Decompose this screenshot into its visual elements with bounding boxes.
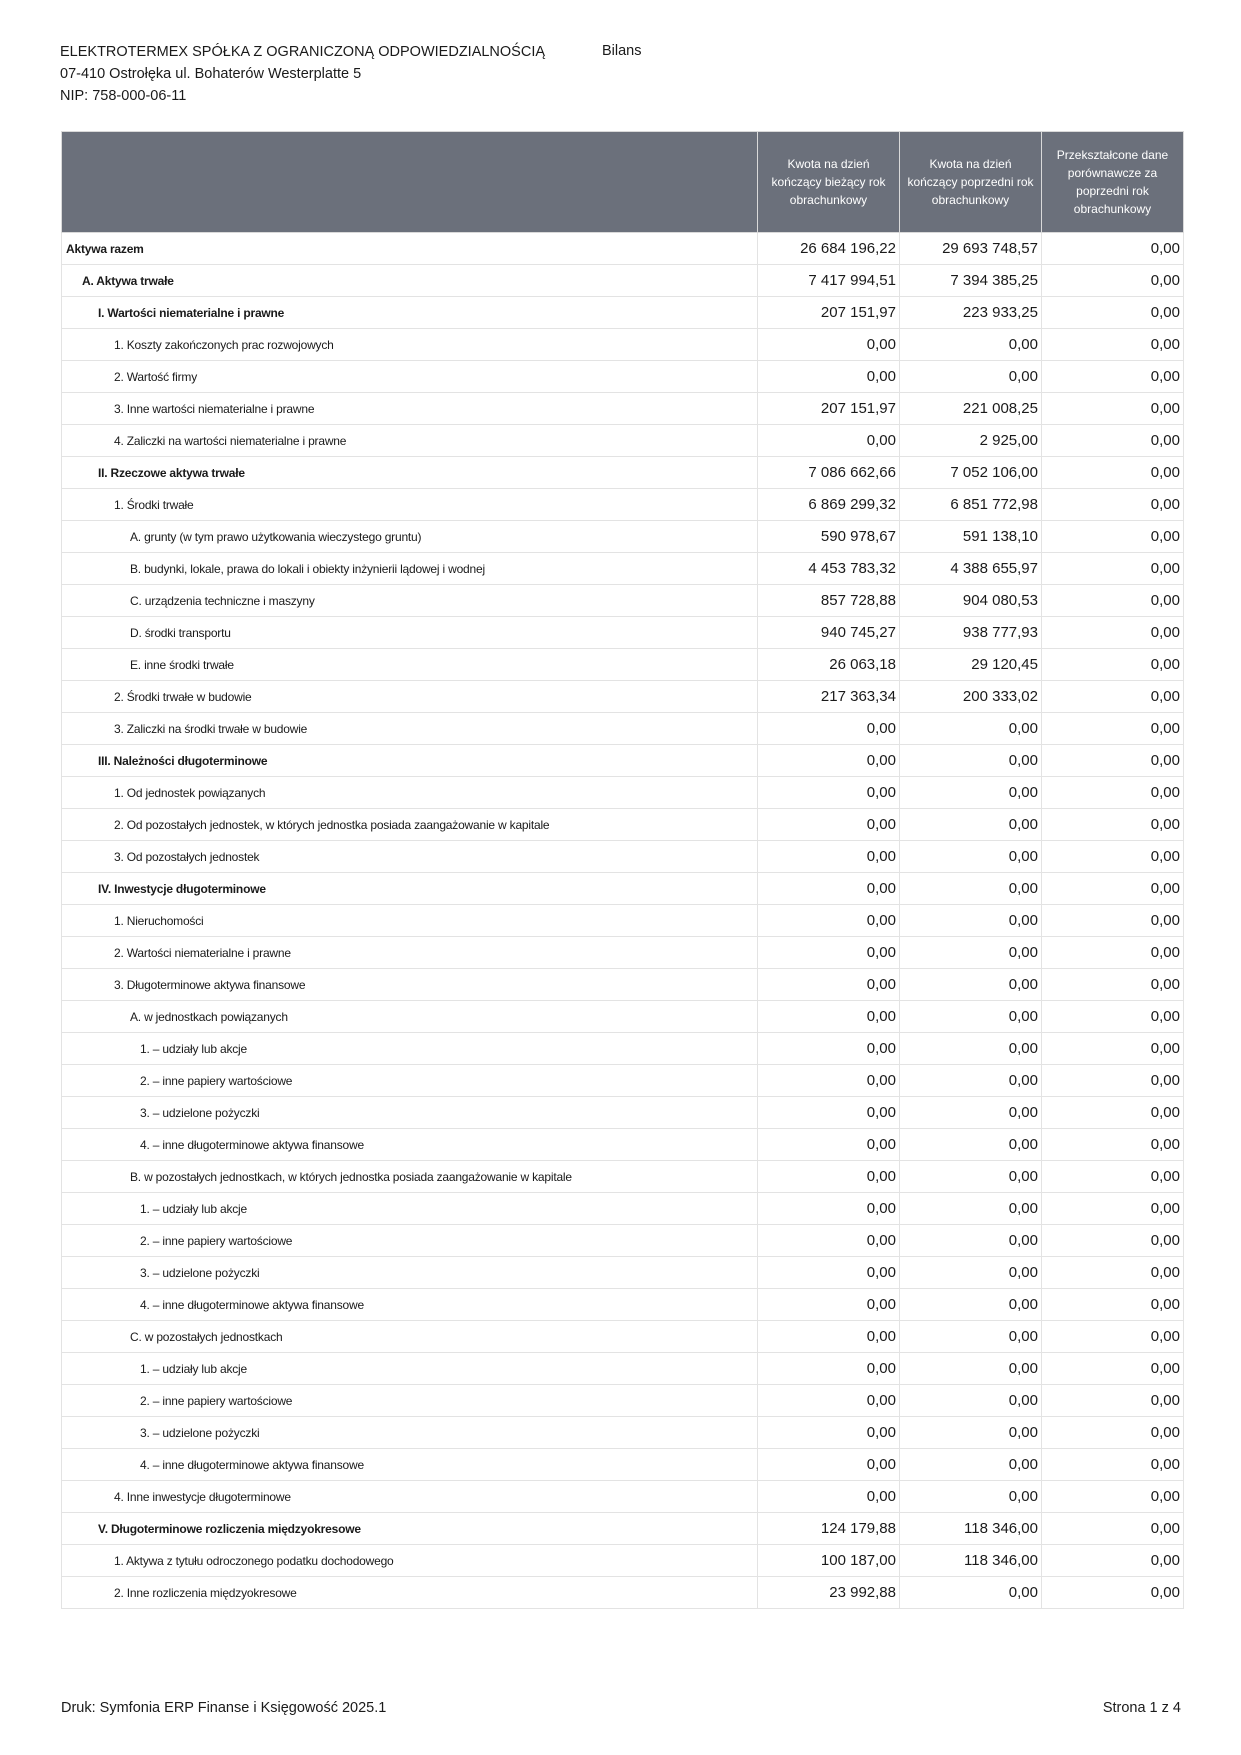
value-restated: 0,00 [1042,1321,1184,1353]
value-current: 0,00 [758,1129,900,1161]
value-previous: 29 120,45 [900,649,1042,681]
table-row [62,1353,1184,1385]
table-row [62,1481,1184,1513]
table-row [62,1033,1184,1065]
column-header-restated: Przekształcone dane porównawcze za poprzedni rok obrachunkowy [1042,132,1184,233]
table-row [62,1577,1184,1609]
value-previous: 0,00 [900,1289,1042,1321]
value-previous: 0,00 [900,1417,1042,1449]
table-row [62,841,1184,873]
table-row [62,1193,1184,1225]
row-label: A. w jednostkach powiązanych [62,1001,758,1033]
value-restated: 0,00 [1042,841,1184,873]
value-previous: 0,00 [900,841,1042,873]
row-label: 3. Długoterminowe aktywa finansowe [62,969,758,1001]
value-current: 0,00 [758,1193,900,1225]
value-previous: 0,00 [900,1065,1042,1097]
row-label: D. środki transportu [62,617,758,649]
value-previous: 0,00 [900,969,1042,1001]
value-current: 0,00 [758,1097,900,1129]
row-label: 2. – inne papiery wartościowe [62,1385,758,1417]
value-previous: 938 777,93 [900,617,1042,649]
row-label: 2. Wartości niematerialne i prawne [62,937,758,969]
value-current: 0,00 [758,809,900,841]
value-previous: 0,00 [900,905,1042,937]
table-row [62,1513,1184,1545]
table-row [62,1001,1184,1033]
row-label: 3. – udzielone pożyczki [62,1417,758,1449]
table-row [62,617,1184,649]
value-restated: 0,00 [1042,809,1184,841]
value-previous: 29 693 748,57 [900,233,1042,265]
table-header-row [62,132,1184,233]
value-previous: 0,00 [900,1225,1042,1257]
column-header-current-year: Kwota na dzień kończący bieżący rok obrachunkowy [758,132,900,233]
value-current: 940 745,27 [758,617,900,649]
row-label: V. Długoterminowe rozliczenia międzyokresowe [62,1513,758,1545]
table-row [62,585,1184,617]
row-label: 2. Wartość firmy [62,361,758,393]
value-current: 0,00 [758,777,900,809]
footer-printed-by: Druk: Symfonia ERP Finanse i Księgowość 2025.1 [61,1700,387,1716]
value-restated: 0,00 [1042,713,1184,745]
value-restated: 0,00 [1042,521,1184,553]
table-row [62,393,1184,425]
value-restated: 0,00 [1042,1161,1184,1193]
value-previous: 0,00 [900,1257,1042,1289]
value-previous: 591 138,10 [900,521,1042,553]
row-label: 1. – udziały lub akcje [62,1033,758,1065]
value-previous: 0,00 [900,1385,1042,1417]
value-restated: 0,00 [1042,1481,1184,1513]
table-row [62,329,1184,361]
value-current: 0,00 [758,873,900,905]
row-label: B. w pozostałych jednostkach, w których jednostka posiada zaangażowanie w kapitale [62,1161,758,1193]
value-restated: 0,00 [1042,1033,1184,1065]
value-current: 857 728,88 [758,585,900,617]
value-previous: 0,00 [900,329,1042,361]
value-restated: 0,00 [1042,265,1184,297]
table-row [62,489,1184,521]
value-current: 4 453 783,32 [758,553,900,585]
row-label: IV. Inwestycje długoterminowe [62,873,758,905]
value-restated: 0,00 [1042,393,1184,425]
table-row [62,1449,1184,1481]
value-restated: 0,00 [1042,1257,1184,1289]
row-label: 3. – udzielone pożyczki [62,1257,758,1289]
value-previous: 7 052 106,00 [900,457,1042,489]
table-row [62,937,1184,969]
row-label: 4. Zaliczki na wartości niematerialne i prawne [62,425,758,457]
table-row [62,745,1184,777]
row-label: A. grunty (w tym prawo użytkowania wieczystego gruntu) [62,521,758,553]
value-current: 6 869 299,32 [758,489,900,521]
table-row [62,1129,1184,1161]
value-restated: 0,00 [1042,1545,1184,1577]
table-row [62,297,1184,329]
value-previous: 0,00 [900,1481,1042,1513]
value-restated: 0,00 [1042,297,1184,329]
value-previous: 0,00 [900,809,1042,841]
table-row [62,1545,1184,1577]
table-row [62,873,1184,905]
value-restated: 0,00 [1042,1097,1184,1129]
row-label: A. Aktywa trwałe [62,265,758,297]
value-previous: 0,00 [900,1353,1042,1385]
row-label: 3. – udzielone pożyczki [62,1097,758,1129]
table-row [62,905,1184,937]
value-current: 26 063,18 [758,649,900,681]
table-row [62,1225,1184,1257]
value-restated: 0,00 [1042,969,1184,1001]
value-previous: 0,00 [900,1097,1042,1129]
value-current: 0,00 [758,1065,900,1097]
value-previous: 0,00 [900,1129,1042,1161]
row-label: 3. Zaliczki na środki trwałe w budowie [62,713,758,745]
value-restated: 0,00 [1042,937,1184,969]
row-label: 1. Koszty zakończonych prac rozwojowych [62,329,758,361]
row-label: C. urządzenia techniczne i maszyny [62,585,758,617]
value-previous: 0,00 [900,1193,1042,1225]
table-row [62,1417,1184,1449]
company-nip: NIP: 758-000-06-11 [60,88,187,104]
row-label: Aktywa razem [62,233,758,265]
column-header-item [62,132,758,233]
value-restated: 0,00 [1042,329,1184,361]
value-previous: 0,00 [900,873,1042,905]
row-label: 1. Aktywa z tytułu odroczonego podatku dochodowego [62,1545,758,1577]
value-current: 0,00 [758,425,900,457]
row-label: 4. – inne długoterminowe aktywa finansowe [62,1129,758,1161]
value-current: 217 363,34 [758,681,900,713]
value-current: 0,00 [758,1257,900,1289]
value-current: 0,00 [758,1385,900,1417]
value-current: 23 992,88 [758,1577,900,1609]
table-row [62,1385,1184,1417]
row-label: 2. Środki trwałe w budowie [62,681,758,713]
value-restated: 0,00 [1042,1289,1184,1321]
table-row [62,681,1184,713]
table-row [62,777,1184,809]
value-previous: 6 851 772,98 [900,489,1042,521]
row-label: 4. Inne inwestycje długoterminowe [62,1481,758,1513]
value-previous: 118 346,00 [900,1513,1042,1545]
table-row [62,1161,1184,1193]
value-restated: 0,00 [1042,1449,1184,1481]
table-row [62,969,1184,1001]
value-current: 0,00 [758,361,900,393]
value-previous: 0,00 [900,1001,1042,1033]
row-label: C. w pozostałych jednostkach [62,1321,758,1353]
value-previous: 0,00 [900,937,1042,969]
value-current: 0,00 [758,713,900,745]
value-previous: 0,00 [900,1449,1042,1481]
value-restated: 0,00 [1042,1193,1184,1225]
company-name: ELEKTROTERMEX SPÓŁKA Z OGRANICZONĄ ODPOWIEDZIALNOŚCIĄ [60,44,546,60]
value-current: 0,00 [758,905,900,937]
value-current: 207 151,97 [758,393,900,425]
value-current: 590 978,67 [758,521,900,553]
value-restated: 0,00 [1042,1353,1184,1385]
column-header-previous-year: Kwota na dzień kończący poprzedni rok obrachunkowy [900,132,1042,233]
row-label: 2. – inne papiery wartościowe [62,1225,758,1257]
value-restated: 0,00 [1042,873,1184,905]
row-label: 1. Nieruchomości [62,905,758,937]
value-previous: 0,00 [900,361,1042,393]
table-row [62,1097,1184,1129]
value-current: 7 417 994,51 [758,265,900,297]
row-label: 1. Od jednostek powiązanych [62,777,758,809]
value-previous: 904 080,53 [900,585,1042,617]
value-current: 0,00 [758,1417,900,1449]
row-label: 3. Od pozostałych jednostek [62,841,758,873]
footer-page-number: Strona 1 z 4 [1102,1700,1181,1716]
row-label: 1. – udziały lub akcje [62,1353,758,1385]
row-label: E. inne środki trwałe [62,649,758,681]
value-restated: 0,00 [1042,745,1184,777]
value-previous: 0,00 [900,1161,1042,1193]
value-current: 0,00 [758,745,900,777]
value-restated: 0,00 [1042,585,1184,617]
table-row [62,265,1184,297]
table-row [62,809,1184,841]
value-current: 0,00 [758,1161,900,1193]
value-current: 0,00 [758,1449,900,1481]
value-current: 0,00 [758,1353,900,1385]
value-current: 207 151,97 [758,297,900,329]
value-restated: 0,00 [1042,681,1184,713]
value-current: 0,00 [758,1289,900,1321]
value-current: 7 086 662,66 [758,457,900,489]
value-restated: 0,00 [1042,1385,1184,1417]
value-previous: 4 388 655,97 [900,553,1042,585]
value-previous: 7 394 385,25 [900,265,1042,297]
value-current: 100 187,00 [758,1545,900,1577]
row-label: 4. – inne długoterminowe aktywa finansowe [62,1289,758,1321]
value-current: 124 179,88 [758,1513,900,1545]
value-restated: 0,00 [1042,489,1184,521]
table-row [62,425,1184,457]
row-label: 2. Inne rozliczenia międzyokresowe [62,1577,758,1609]
table-row [62,1257,1184,1289]
value-current: 0,00 [758,329,900,361]
value-restated: 0,00 [1042,1513,1184,1545]
row-label: 1. – udziały lub akcje [62,1193,758,1225]
value-restated: 0,00 [1042,425,1184,457]
balance-sheet-table [61,131,1184,1609]
table-row [62,233,1184,265]
value-restated: 0,00 [1042,1001,1184,1033]
value-current: 0,00 [758,1321,900,1353]
value-restated: 0,00 [1042,553,1184,585]
company-header [60,41,545,107]
value-previous: 200 333,02 [900,681,1042,713]
value-restated: 0,00 [1042,457,1184,489]
value-restated: 0,00 [1042,233,1184,265]
table-row [62,1289,1184,1321]
value-restated: 0,00 [1042,649,1184,681]
document-title: Bilans [602,43,642,59]
table-row [62,553,1184,585]
row-label: 2. – inne papiery wartościowe [62,1065,758,1097]
row-label: II. Rzeczowe aktywa trwałe [62,457,758,489]
table-body [62,233,1184,1609]
value-previous: 221 008,25 [900,393,1042,425]
value-current: 0,00 [758,1481,900,1513]
row-label: 4. – inne długoterminowe aktywa finansowe [62,1449,758,1481]
value-previous: 223 933,25 [900,297,1042,329]
value-restated: 0,00 [1042,1577,1184,1609]
table-row [62,361,1184,393]
value-previous: 0,00 [900,777,1042,809]
value-previous: 0,00 [900,1033,1042,1065]
value-current: 0,00 [758,1033,900,1065]
value-previous: 0,00 [900,1577,1042,1609]
value-restated: 0,00 [1042,1065,1184,1097]
row-label: 2. Od pozostałych jednostek, w których jednostka posiada zaangażowanie w kapitale [62,809,758,841]
value-restated: 0,00 [1042,1417,1184,1449]
company-address: 07-410 Ostrołęka ul. Bohaterów Westerplatte 5 [60,66,362,82]
value-current: 0,00 [758,937,900,969]
row-label: I. Wartości niematerialne i prawne [62,297,758,329]
value-restated: 0,00 [1042,617,1184,649]
value-restated: 0,00 [1042,361,1184,393]
table-row [62,1321,1184,1353]
value-current: 0,00 [758,969,900,1001]
table-row [62,457,1184,489]
value-current: 0,00 [758,1225,900,1257]
table-row [62,521,1184,553]
value-restated: 0,00 [1042,905,1184,937]
value-restated: 0,00 [1042,777,1184,809]
value-previous: 0,00 [900,1321,1042,1353]
row-label: III. Należności długoterminowe [62,745,758,777]
value-previous: 2 925,00 [900,425,1042,457]
table-row [62,1065,1184,1097]
row-label: 1. Środki trwałe [62,489,758,521]
table-row [62,649,1184,681]
value-current: 0,00 [758,1001,900,1033]
value-current: 26 684 196,22 [758,233,900,265]
value-restated: 0,00 [1042,1225,1184,1257]
value-current: 0,00 [758,841,900,873]
row-label: B. budynki, lokale, prawa do lokali i obiekty inżynierii lądowej i wodnej [62,553,758,585]
value-previous: 0,00 [900,745,1042,777]
row-label: 3. Inne wartości niematerialne i prawne [62,393,758,425]
value-previous: 0,00 [900,713,1042,745]
table-row [62,713,1184,745]
value-restated: 0,00 [1042,1129,1184,1161]
value-previous: 118 346,00 [900,1545,1042,1577]
